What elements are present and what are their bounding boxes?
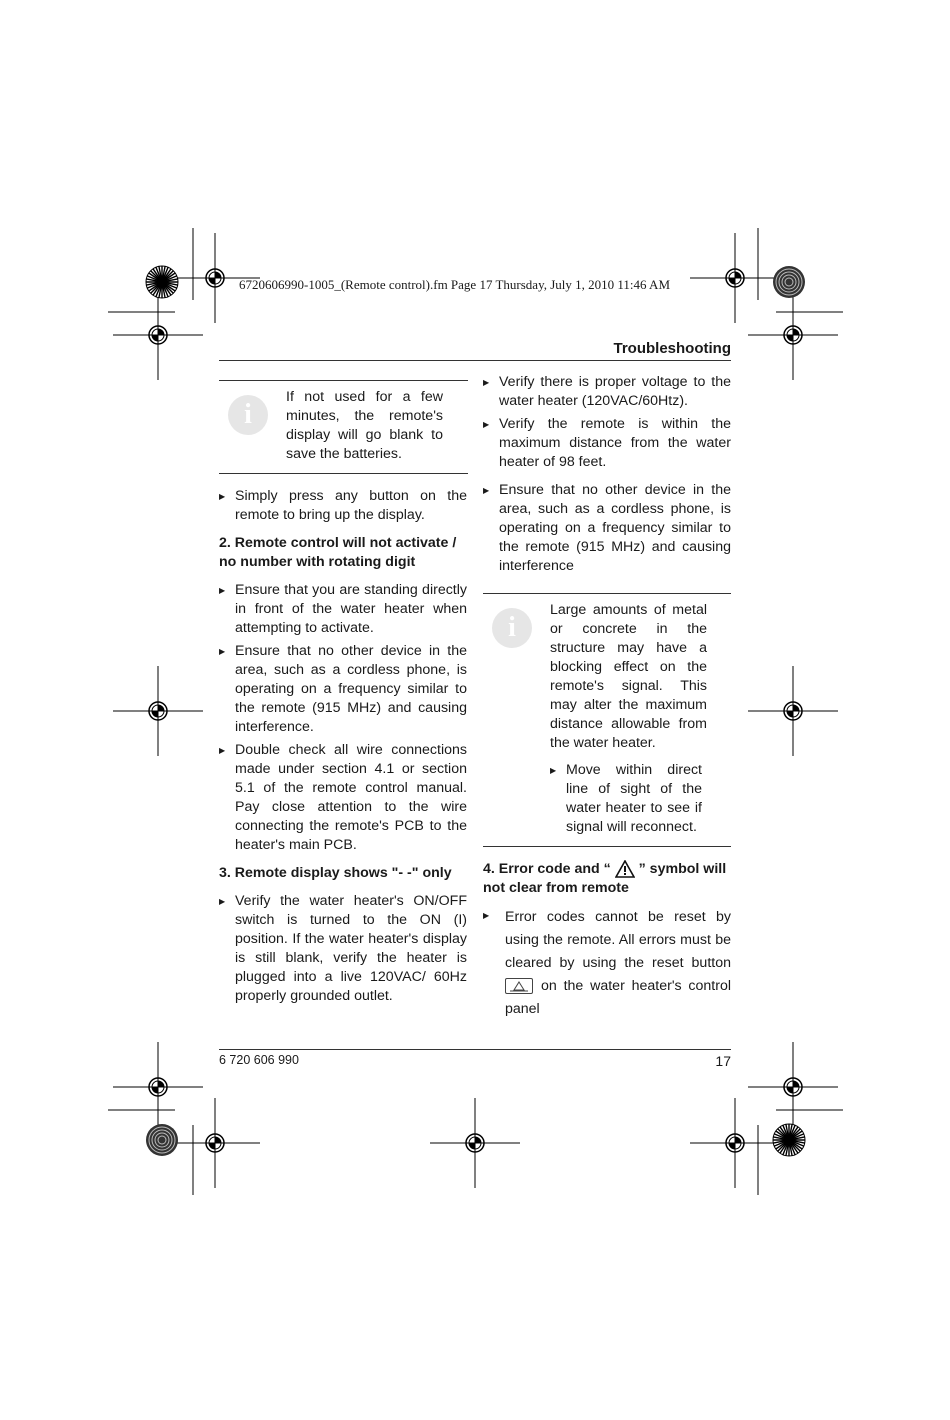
left-column	[219, 487, 467, 1010]
bullet-no-other-device: ▶ Ensure that no other device in the area, such as a cordless phone, is operating on a frequency similar to the remote (915 MHz) and causing interference.	[219, 642, 467, 737]
warning-triangle-icon	[615, 860, 635, 878]
info-note-text: If not used for a few minutes, the remote's display will go blank to save the batteries.	[286, 389, 443, 462]
right-column-bottom	[483, 860, 731, 1025]
info-note-2-text: Large amounts of metal or concrete in the structure may have a blocking effect on the remote's signal. This may alter the maximum distance allowable from the water heater.	[550, 602, 707, 751]
bullet-stand-in-front: ▶ Ensure that you are standing directly in front of the water heater when attempting to activate.	[219, 581, 467, 638]
heading-error-code-part1: 4. Error code and “	[483, 861, 611, 877]
info-note-bottom-rule	[219, 473, 468, 474]
bullet-error-codes-text-2: on the water heater's control panel	[505, 978, 731, 1017]
bullet-simply-press: ▶ Simply press any button on the remote to bring up the display.	[219, 487, 467, 525]
footer-rule	[219, 1049, 731, 1050]
bullet-verify-on-off: ▶ Verify the water heater's ON/OFF switch is turned to the ON (I) position. If the water heater's display is still blank, verify the heater is plugged into a live 120VAC/ 60Hz properly grounded outlet.	[219, 892, 467, 1006]
info-note-2-bottom-rule	[483, 846, 731, 847]
info-note-top-rule	[219, 380, 468, 381]
file-info-line: 6720606990-1005_(Remote control).fm Page 17 Thursday, July 1, 2010 11:46 AM	[239, 277, 671, 292]
reset-button-icon	[505, 978, 533, 994]
info-icon-2: i	[492, 608, 532, 648]
bullet-error-codes-text-1: Error codes cannot be reset by using the remote. All errors must be cleared by using the reset button	[505, 909, 731, 971]
info-icon: i	[228, 395, 268, 435]
page-number: 17	[715, 1053, 731, 1069]
info-note-2-bullet	[550, 761, 702, 841]
heading-error-code-part2: ” symbol will not clear from remote	[483, 861, 727, 896]
bullet-move-line-of-sight: ▶ Move within direct line of sight of the water heater to see if signal will reconnect.	[550, 761, 702, 837]
bullet-check-wire-connections: ▶ Double check all wire connections made under section 4.1 or section 5.1 of the remote control manual. Pay close attention to the wire connecting the remote's PCB to the heater's main PCB.	[219, 741, 467, 855]
bullet-verify-distance: ▶ Verify the remote is within the maximum distance from the water heater of 98 feet.	[483, 415, 731, 472]
document-number: 6 720 606 990	[219, 1053, 299, 1067]
bullet-error-codes-reset	[483, 906, 731, 1021]
bullet-no-other-device-right: ▶ Ensure that no other device in the area, such as a cordless phone, is operating on a frequency similar to the remote (915 MHz) and causing interference	[483, 481, 731, 576]
info-note-2-top-rule	[483, 593, 731, 594]
bullet-verify-voltage: ▶ Verify there is proper voltage to the water heater (120VAC/60Htz).	[483, 373, 731, 411]
heading-remote-display-dashes: 3. Remote display shows "- -" only	[219, 865, 452, 881]
section-title: Troubleshooting	[613, 340, 731, 357]
right-column-top	[483, 373, 731, 580]
header-rule	[219, 360, 731, 361]
heading-remote-not-activate: 2. Remote control will not activate / no number with rotating digit	[219, 535, 457, 570]
heading-error-code	[483, 860, 731, 898]
